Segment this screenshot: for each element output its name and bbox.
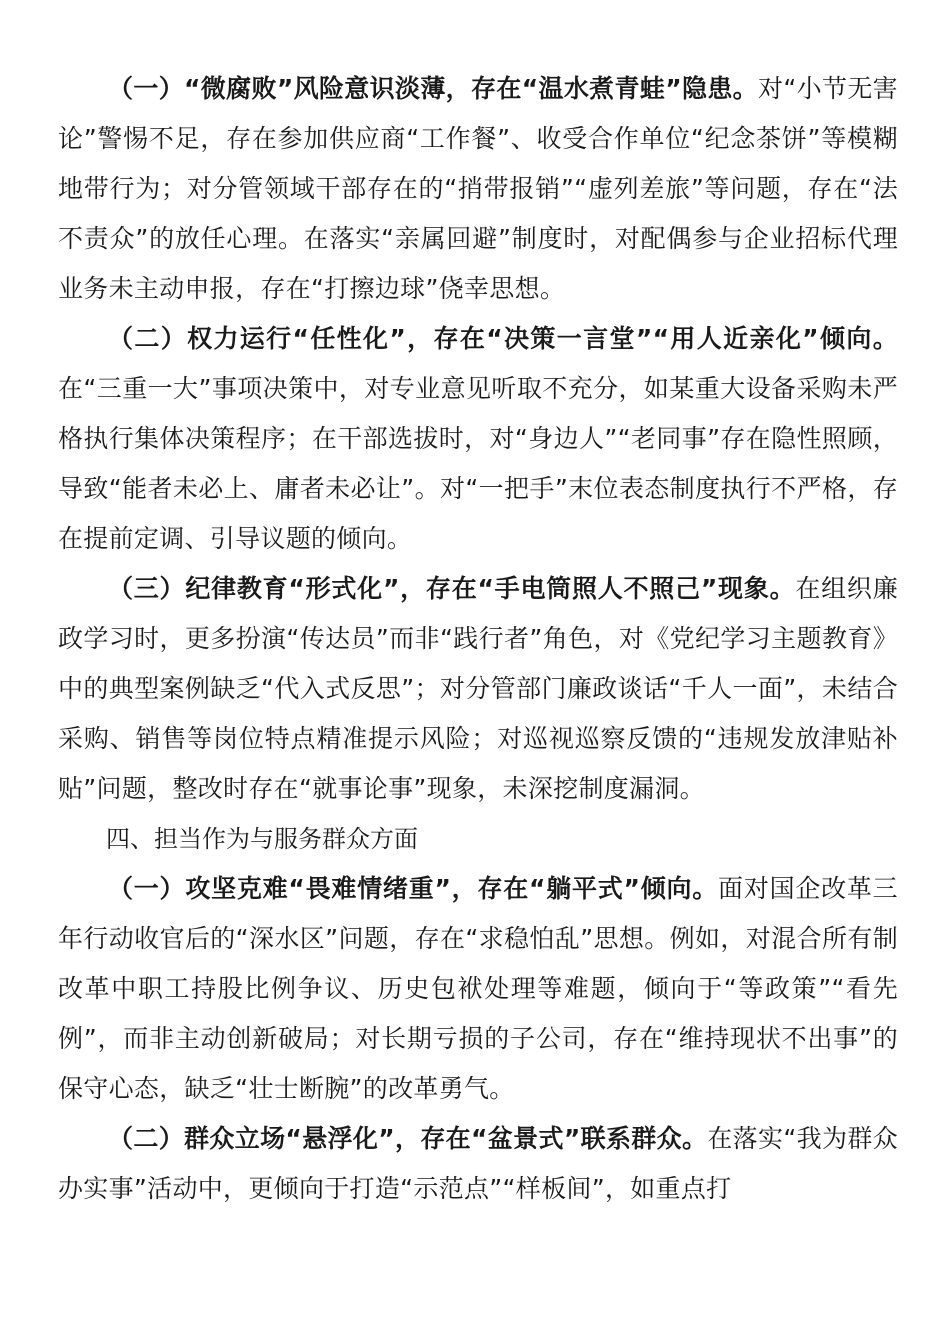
paragraph-body: 对“小节无害论”警惕不足，存在参加供应商“工作餐”、收受合作单位“纪念茶饼”等模糊地带行为；对分管领域干部存在的“捎带报销”“虚列差旅”等问题，存在“法不责众”的放任心理。在落实“亲属回避”制度时，对配偶参与企业招标代理业务未主动申报，存在“打擦边球”侥幸思想。 (58, 74, 898, 303)
paragraph-4 (58, 864, 898, 1114)
paragraph-5 (58, 1114, 898, 1214)
paragraph-heading: （一）“微腐败”风险意识淡薄，存在“温水煮青蛙”隐患。 (108, 74, 759, 103)
paragraph-3 (58, 564, 898, 814)
paragraph-heading: （三）纪律教育“形式化”，存在“手电筒照人不照己”现象。 (108, 574, 796, 603)
paragraph-body: 在组织廉政学习时，更多扮演“传达员”而非“践行者”角色，对《党纪学习主题教育》中的典型案例缺乏“代入式反思”；对分管部门廉政谈话“千人一面”，未结合采购、销售等岗位特点精准提示风险；对巡视巡察反馈的“违规发放津贴补贴”问题，整改时存在“就事论事”现象，未深挖制度漏洞。 (58, 574, 899, 803)
paragraph-heading: （二）权力运行“任性化”，存在“决策一言堂”“用人近亲化”倾向。 (108, 324, 898, 353)
paragraph-heading: （二）群众立场“悬浮化”，存在“盆景式”联系群众。 (108, 1124, 708, 1153)
paragraph-2 (58, 314, 898, 564)
paragraph-1 (58, 64, 898, 314)
paragraph-body: 在落实“我为群众办实事”活动中，更倾向于打造“示范点”“样板间”，如重点打 (58, 1124, 898, 1203)
paragraph-body: 面对国企改革三年行动收官后的“深水区”问题，存在“求稳怕乱”思想。例如，对混合所有制改革中职工持股比例争议、历史包袱处理等难题，倾向于“等政策”“看先例”，而非主动创新破局；对长期亏损的子公司，存在“维持现状不出事”的保守心态，缺乏“壮士断腕”的改革勇气。 (58, 874, 898, 1103)
section-title: 四、担当作为与服务群众方面 (106, 825, 418, 853)
paragraph-body: 在“三重一大”事项决策中，对专业意见听取不充分，如某重大设备采购未严格执行集体决策程序；在干部选拔时，对“身边人”“老同事”存在隐性照顾，导致“能者未必上、庸者未必让”。对“一把手”末位表态制度执行不严格，存在提前定调、引导议题的倾向。 (58, 374, 898, 553)
paragraph-heading: （一）攻坚克难“畏难情绪重”，存在“躺平式”倾向。 (108, 874, 719, 903)
document-page (58, 64, 898, 1214)
